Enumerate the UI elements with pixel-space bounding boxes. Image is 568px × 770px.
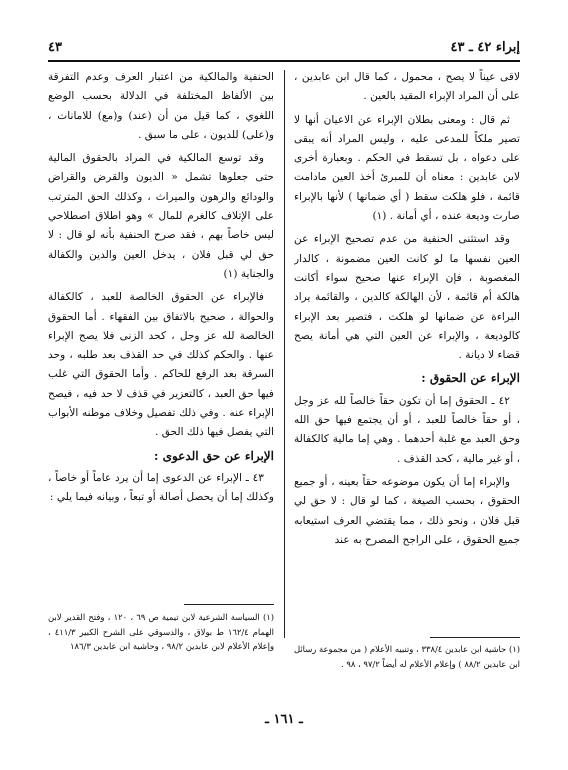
page-number: ـ ١٦١ ـ: [265, 712, 303, 727]
section-heading: الإبراء عن حق الدعوى :: [153, 448, 274, 463]
paragraph: الحنفية والمالكية من اعتبار العرف وعدم التفرقة بين الألفاظ المختلفة في الدلالة بحسب الوضع اللغوي ، كما قيل من أن (عند) و(مع) للامانات ، و(على) للديون ، على ما سبق .: [48, 71, 274, 141]
footnote-rule: [184, 604, 274, 605]
paragraph: والإبراء إما أن يكون موضوعه حقاً بعينه ، أو جميع الحقوق ، بحسب الصيغة ، كما لو قال : لا حق لي قبل فلان ، ونحو ذلك ، مما يقتضي العرف استيعابه جميع الحقوق ، على الراجح المصرح به عند: [294, 475, 520, 546]
column-divider: [284, 70, 285, 638]
header-page-ref: ٤٣: [48, 40, 62, 55]
right-column: [294, 68, 520, 608]
paragraph: ثم قال : ومعنى بطلان الإبراء عن الاعيان أنها لا تصير ملكاً للمدعى عليه ، وليس المراد أنه يبقى على دعواه ، بل تسقط في الحكم . وبعبارة أخرى لابن عابدين : معناه أن للمبرئ أخذ العين مادامت قائمة ، فلو هلكت سقط ( أي ضمانها ) لأنها بالإبراء صارت وديعة عنده ، أي أمانة . (١): [294, 113, 520, 223]
paragraph: ٤٣ ـ الإبراء عن الدعوى إما أن يرد عاماً أو خاصاً ، وكذلك إما أن يحصل أصالة أو تبعاً ، وبيانه فيما يلي :: [48, 471, 274, 504]
header-section-title: إبراء ٤٢ ـ ٤٣: [450, 40, 520, 55]
paragraph: فالإبراء عن الحقوق الخالصة للعبد ، كالكفالة والحوالة ، صحيح بالاتفاق بين الفقهاء . أما الحقوق الخالصة لله عز وجل ، كحد الزنى فلا يصح الإبراء عنها . والحكم كذلك في حد القذف بعد طلبه ، وحد السرقة بعد الرفع للحاكم . وأما الحقوق التي غلب فيها حق العبد ، كالتعزير في قذف لا حد فيه ، فيصح الإبراء عنه . وفي ذلك تفصيل وخلاف موطنه الأبواب التي يفصل فيها ذلك الحق .: [48, 291, 274, 439]
paragraph: وقد استثنى الحنفية من عدم تصحيح الإبراء عن العين نفسها ما لو كانت العين مضمونة ، كالدار المغصوبة ، فإن الإبراء عنها صحيح سواء أكانت هالكة أم قائمة ، لأن الهالكة كالدين ، والقائمة يراد البراءة عن ضمانها لو هلكت ، فتصير بعد الإبراء كالوديعة ، والإبراء عن العين التي هي أمانة يصح قضاء لا ديانة .: [294, 233, 520, 362]
footnote-rule: [430, 637, 520, 638]
section-heading: الإبراء عن الحقوق :: [421, 371, 520, 386]
paragraph: لاقى عيناً لا يصح ، محمول ، كما قال ابن عابدين ، على أن المراد الإبراء المقيد بالعين .: [294, 71, 520, 103]
paragraph: ٤٢ ـ الحقوق إما أن تكون حقاً خالصاً لله عز وجل ، أو حقاً خالصاً للعبد ، أو أن يجتمع فيها حق الله وحق العبد مع غلبة أحدهما . وهي إما مالية كالكفالة ، أو غير مالية ، كحد القذف .: [294, 394, 520, 465]
header-rule: [48, 60, 520, 62]
running-header: [48, 40, 520, 55]
paragraph: وقد توسع المالكية في المراد بالحقوق المالية حتى جعلوها تشمل « الديون والقرض والقراض والودائع والرهون والميراث ، وكذلك الحق المترتب على الإتلاف كالغرم للمال » وهو اطلاق اصطلاحي ليس خاصاً بهم ، فقد صرح الحنفية بأنه لو قال : لا حق لي قبل فلان ، يدخل العين والدين والكفالة والجناية (١): [48, 152, 274, 280]
footnote-left: [48, 610, 274, 654]
left-column: [48, 68, 274, 608]
footnote-right: [294, 642, 520, 671]
footnote-text: (١) حاشية ابن عابدين ٣٣٨/٤ ، وتنبيه الأعلام ( من مجموعة رسائل ابن عابدين ٨٨/٢ ) وإعلام الأعلام له أيضاً ٩٧/٢ ، ٩٨ .: [294, 644, 520, 669]
footnote-text: (١) السياسة الشرعية لابن تيمية ص ٦٩ ، ١٢٠ ، وفتح القدير لابن الهمام ١٦٢/٤ ط بولاق ، والدسوقي على الشرح الكبير ٤١١/٣ ، وإعلام الأعلام لابن عابدين ٩٨/٢ ، وحاشية ابن عابدين ١٨٦/٣: [48, 612, 275, 651]
